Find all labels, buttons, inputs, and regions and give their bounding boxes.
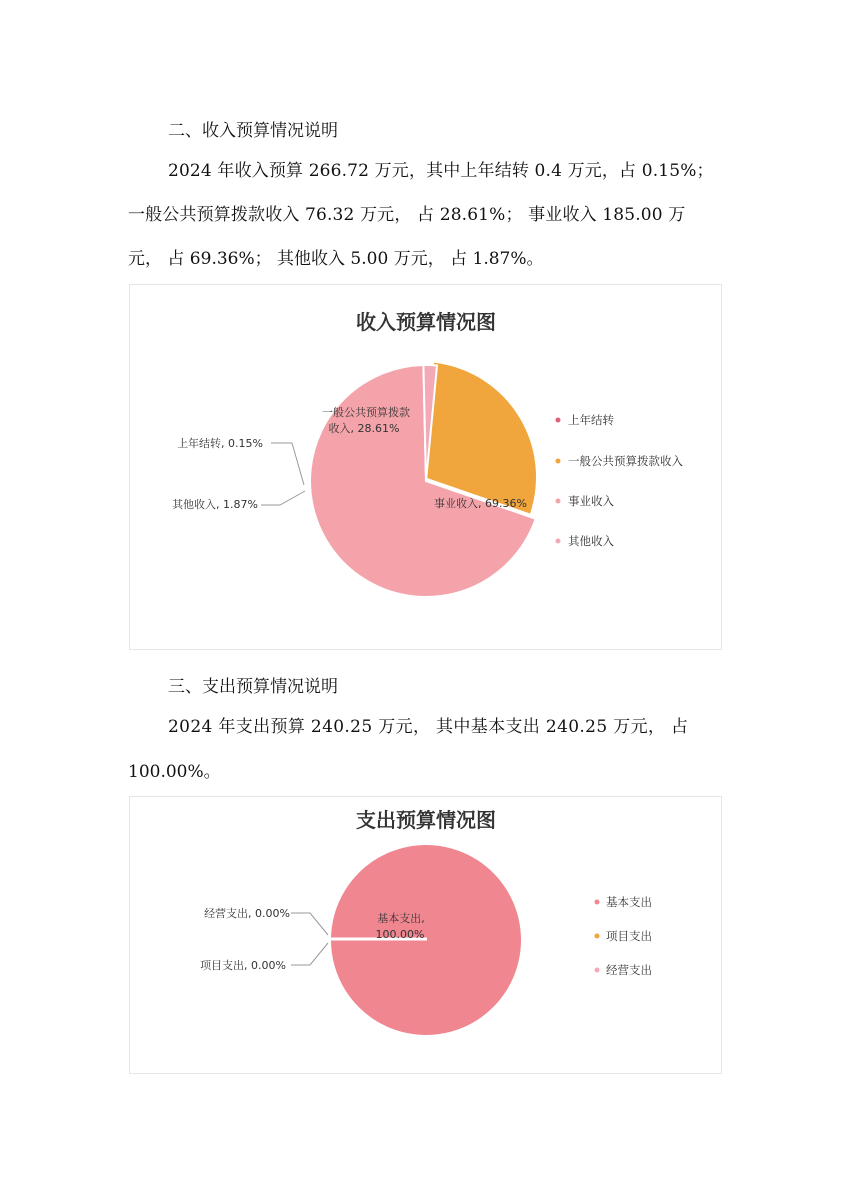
section2-line-3: 元， 占 69.36%； 其他收入 5.00 万元， 占 1.87%。 xyxy=(128,249,544,269)
income-legend xyxy=(556,413,684,548)
section3-line-2: 100.00%。 xyxy=(128,762,221,782)
legend-dot-operating xyxy=(595,968,600,973)
income-chart xyxy=(129,284,722,650)
income-legend-carryover: 上年结转 xyxy=(568,413,614,427)
section2-line-2: 一般公共预算拨款收入 76.32 万元， 占 28.61%； 事业收入 185.00 万 xyxy=(128,205,686,225)
expenditure-leader-operating xyxy=(291,913,328,935)
income-legend-public: 一般公共预算拨款收入 xyxy=(568,454,683,468)
legend-dot-public xyxy=(556,459,561,464)
income-label-public-1: 一般公共预算拨款 xyxy=(322,406,410,419)
income-label-business: 事业收入, 69.36% xyxy=(434,497,527,510)
income-label-other: 其他收入, 1.87% xyxy=(172,498,258,511)
income-chart-title: 收入预算情况图 xyxy=(356,310,496,334)
expenditure-legend-project: 项目支出 xyxy=(606,929,652,943)
expenditure-label-basic-1: 基本支出, xyxy=(377,912,425,925)
expenditure-leader-project xyxy=(291,943,328,965)
legend-dot-other xyxy=(556,539,561,544)
expenditure-label-project: 项目支出, 0.00% xyxy=(200,959,286,972)
expenditure-chart-title: 支出预算情况图 xyxy=(356,808,496,832)
income-legend-business: 事业收入 xyxy=(568,494,614,508)
expenditure-legend-operating: 经营支出 xyxy=(606,963,652,977)
section2-line-1: 2024 年收入预算 266.72 万元，其中上年结转 0.4 万元，占 0.15%； xyxy=(168,161,714,181)
income-leader-other xyxy=(261,491,305,505)
legend-dot-carryover xyxy=(556,418,561,423)
income-leader-carryover xyxy=(271,443,304,485)
expenditure-label-operating: 经营支出, 0.00% xyxy=(204,907,290,920)
section3-line-1: 2024 年支出预算 240.25 万元， 其中基本支出 240.25 万元， 占 xyxy=(168,717,689,737)
expenditure-chart xyxy=(129,796,722,1074)
legend-dot-basic xyxy=(595,900,600,905)
expenditure-legend-basic: 基本支出 xyxy=(606,895,652,909)
section3-heading: 三、支出预算情况说明 xyxy=(168,677,338,697)
income-label-public-2: 收入, 28.61% xyxy=(328,422,400,435)
income-legend-other: 其他收入 xyxy=(568,534,614,548)
expenditure-pie xyxy=(330,845,521,1035)
expenditure-legend xyxy=(595,895,653,977)
section2-heading: 二、收入预算情况说明 xyxy=(168,121,338,141)
legend-dot-business xyxy=(556,499,561,504)
expenditure-label-basic-2: 100.00% xyxy=(375,928,425,941)
legend-dot-project xyxy=(595,934,600,939)
income-pie xyxy=(310,362,537,597)
income-label-carryover: 上年结转, 0.15% xyxy=(177,437,263,450)
